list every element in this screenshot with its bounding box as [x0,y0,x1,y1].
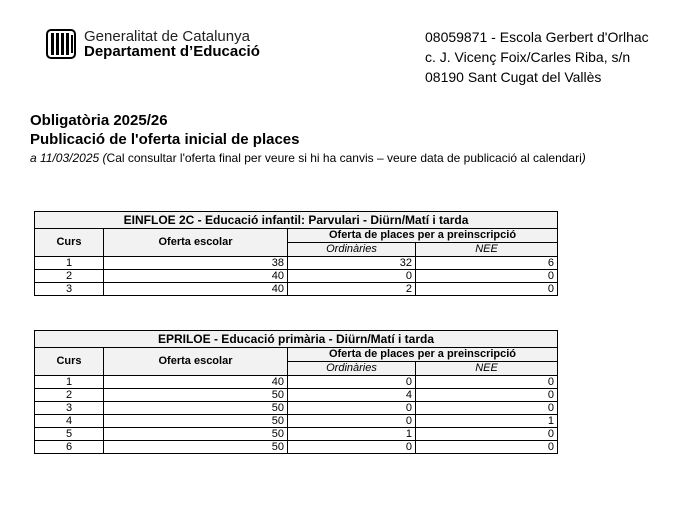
cell-oferta: 50 [104,415,288,428]
cell-oferta: 50 [104,402,288,415]
cell-nee: 0 [416,376,558,389]
cell-oferta: 50 [104,441,288,454]
cell-ordinaries: 1 [288,428,416,441]
offer-table-infantil [34,211,558,296]
page-heading [30,111,586,167]
cell-curs: 4 [35,415,104,428]
cell-nee: 1 [416,415,558,428]
publication-date: a 11/03/2025 [30,151,100,165]
cell-oferta: 40 [104,270,288,283]
col-header-curs: Curs [35,348,104,376]
publication-note [30,150,586,167]
cell-curs: 5 [35,428,104,441]
cell-ordinaries: 0 [288,415,416,428]
cell-curs: 1 [35,257,104,270]
logo-line-departament: Departament d’Educació [84,43,260,60]
table-title: EINFLOE 2C - Educació infantil: Parvulari - Diürn/Matí i tarda [35,212,558,229]
cell-curs: 3 [35,283,104,296]
cell-ordinaries: 0 [288,402,416,415]
school-address: c. J. Vicenç Foix/Carles Riba, s/n [425,49,631,65]
cell-curs: 6 [35,441,104,454]
cell-ordinaries: 32 [288,257,416,270]
table-row [35,270,558,283]
cell-curs: 3 [35,402,104,415]
cell-curs: 2 [35,389,104,402]
cell-ordinaries: 0 [288,376,416,389]
table-row [35,402,558,415]
page-title: Obligatòria 2025/26 [30,112,168,129]
col-header-ordinaries: Ordinàries [288,362,416,376]
cell-ordinaries: 0 [288,270,416,283]
cell-nee: 0 [416,402,558,415]
cell-nee: 0 [416,270,558,283]
school-code-name: 08059871 - Escola Gerbert d'Orlhac [425,29,649,45]
col-header-curs: Curs [35,229,104,257]
cell-ordinaries: 0 [288,441,416,454]
col-header-oferta: Oferta escolar [104,229,288,257]
col-header-oferta: Oferta escolar [104,348,288,376]
note-open: ( [99,151,107,165]
page-subtitle: Publicació de l'oferta inicial de places [30,131,300,148]
cell-ordinaries: 2 [288,283,416,296]
cell-nee: 0 [416,389,558,402]
offer-table-primaria [34,330,558,454]
note-text: Cal consultar l'oferta final per veure si hi ha canvis – veure data de publicació al calendari [106,151,582,165]
logo [46,29,260,59]
table-row [35,389,558,402]
table-row [35,376,558,389]
cell-nee: 0 [416,428,558,441]
col-header-ordinaries: Ordinàries [288,243,416,257]
logo-line-generalitat: Generalitat de Catalunya [84,28,250,45]
table-row [35,283,558,296]
col-header-places: Oferta de places per a preinscripció [288,348,558,362]
table-title: EPRILOE - Educació primària - Diürn/Matí i tarda [35,331,558,348]
school-info [425,27,649,87]
col-header-nee: NEE [416,362,558,376]
school-city: 08190 Sant Cugat del Vallès [425,69,602,85]
col-header-nee: NEE [416,243,558,257]
cell-nee: 0 [416,441,558,454]
table-row [35,428,558,441]
note-close: ) [581,151,586,165]
cell-nee: 0 [416,283,558,296]
cell-oferta: 38 [104,257,288,270]
cell-curs: 1 [35,376,104,389]
cell-oferta: 40 [104,283,288,296]
table-row [35,257,558,270]
cell-nee: 6 [416,257,558,270]
cell-oferta: 40 [104,376,288,389]
cell-ordinaries: 4 [288,389,416,402]
cell-oferta: 50 [104,389,288,402]
col-header-places: Oferta de places per a preinscripció [288,229,558,243]
generalitat-logo-icon [46,29,76,59]
cell-oferta: 50 [104,428,288,441]
cell-curs: 2 [35,270,104,283]
table-row [35,441,558,454]
table-row [35,415,558,428]
